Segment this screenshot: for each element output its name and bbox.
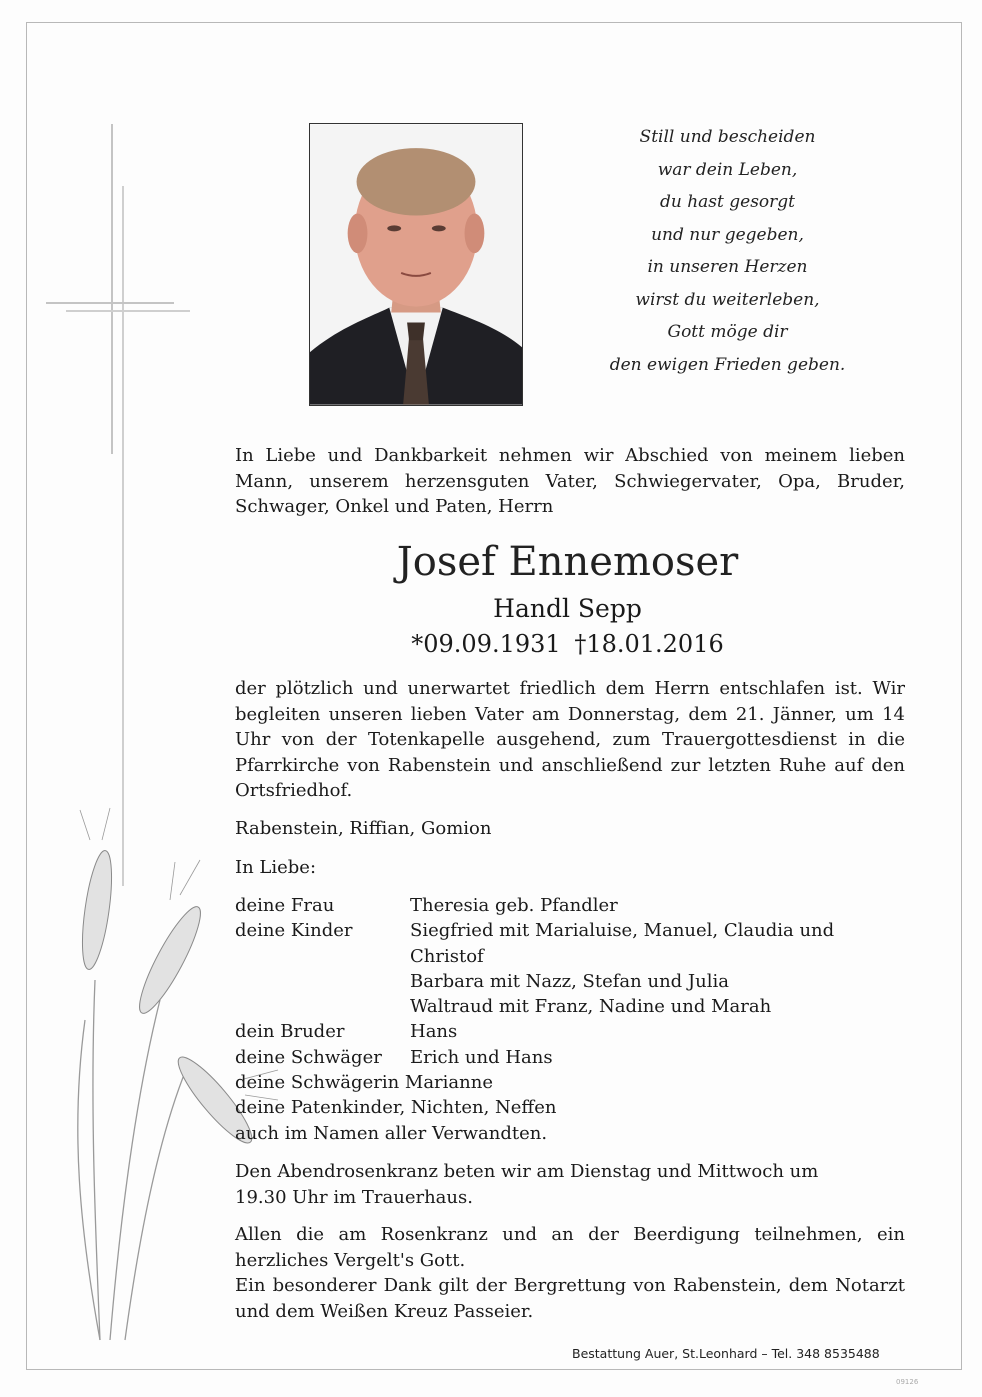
mourner-line: auch im Namen aller Verwandten. [235, 1122, 548, 1144]
cross-horizontal-line [46, 302, 174, 304]
places-text: Rabenstein, Riffian, Gomion [235, 818, 492, 839]
intro-text: In Liebe und Dankbarkeit nehmen wir Abschied von meinem lieben Mann, unserem herzensguten Vater, Schwiegervater, Opa, Bruder, Schwager, Onkel und Paten, Herrn [235, 445, 905, 517]
funeral-announcement: der plötzlich und unerwartet friedlich dem Herrn entschlafen ist. Wir begleiten unseren lieben Vater am Donnerstag, dem 21. Jänner, um 14 Uhr von der Totenkapelle ausgehend, zum Trauergottesdienst in die Pfarrkirche von Rabenstein und anschließend zur letzten Ruhe auf den Ortsfriedhof. [235, 678, 905, 801]
rosary-text: Den Abendrosenkranz beten wir am Dienstag und Mittwoch um 19.30 Uhr im Trauerhaus. [235, 1161, 819, 1208]
mourner-row [235, 893, 905, 918]
mourner-names: Siegfried mit Marialuise, Manuel, Claudia und Christof [410, 920, 835, 967]
birth-date: *09.09.1931 [411, 630, 561, 658]
mourner-role: deine Kinder [235, 920, 353, 942]
poem-line: Still und bescheiden [639, 127, 816, 147]
poem-line: war dein Leben, [657, 159, 798, 180]
poem-line: du hast gesorgt [659, 192, 796, 212]
special-thanks-text: Ein besonderer Dank gilt der Bergrettung von Rabenstein, dem Notarzt und dem Weißen Kreuz Passeier. [235, 1275, 905, 1322]
thanks-text: Allen die am Rosenkranz und an der Beerdigung teilnehmen, ein herzliches Vergelt's Gott. [235, 1224, 905, 1271]
poem-line: und nur gegeben, [651, 224, 804, 245]
deceased-nickname: Handl Sepp [493, 594, 642, 623]
portrait-illustration [310, 124, 522, 405]
mourner-role: deine Schwäger [235, 1046, 382, 1068]
mourner-row [235, 1019, 905, 1044]
mourner-line: deine Schwägerin Marianne [235, 1072, 493, 1094]
in-love-label: In Liebe: [235, 857, 317, 878]
poem-line: wirst du weiterleben, [635, 289, 820, 310]
mourner-role: dein Bruder [235, 1021, 345, 1043]
cross-horizontal-line-shadow [66, 310, 190, 312]
mourner-row [235, 1045, 905, 1070]
mourner-names: Hans [410, 1021, 458, 1043]
corner-code: 09126 [896, 1378, 919, 1386]
mourner-row [235, 918, 905, 1019]
poem-line: in unseren Herzen [647, 257, 808, 277]
mourner-names: Theresia geb. Pfandler [410, 895, 618, 916]
deceased-name: Josef Ennemoser [396, 539, 739, 585]
cross-vertical-line-shadow [122, 186, 124, 886]
mourner-line: deine Patenkinder, Nichten, Neffen [235, 1097, 557, 1119]
funeral-home-footer: Bestattung Auer, St.Leonhard – Tel. 348 8535488 [572, 1346, 880, 1361]
mourner-names: Barbara mit Nazz, Stefan und Julia [410, 970, 729, 992]
mourner-names: Waltraud mit Franz, Nadine und Marah [410, 996, 772, 1018]
cross-vertical-line [111, 124, 113, 454]
portrait-photo [309, 123, 523, 406]
poem [590, 121, 865, 381]
death-date: †18.01.2016 [574, 630, 724, 658]
mourners-list [235, 893, 905, 1146]
poem-line: den ewigen Frieden geben. [609, 354, 846, 375]
life-dates [235, 627, 900, 661]
poem-line: Gott möge dir [667, 322, 788, 342]
mourner-names: Erich und Hans [410, 1046, 553, 1068]
mourner-role: deine Frau [235, 895, 335, 916]
